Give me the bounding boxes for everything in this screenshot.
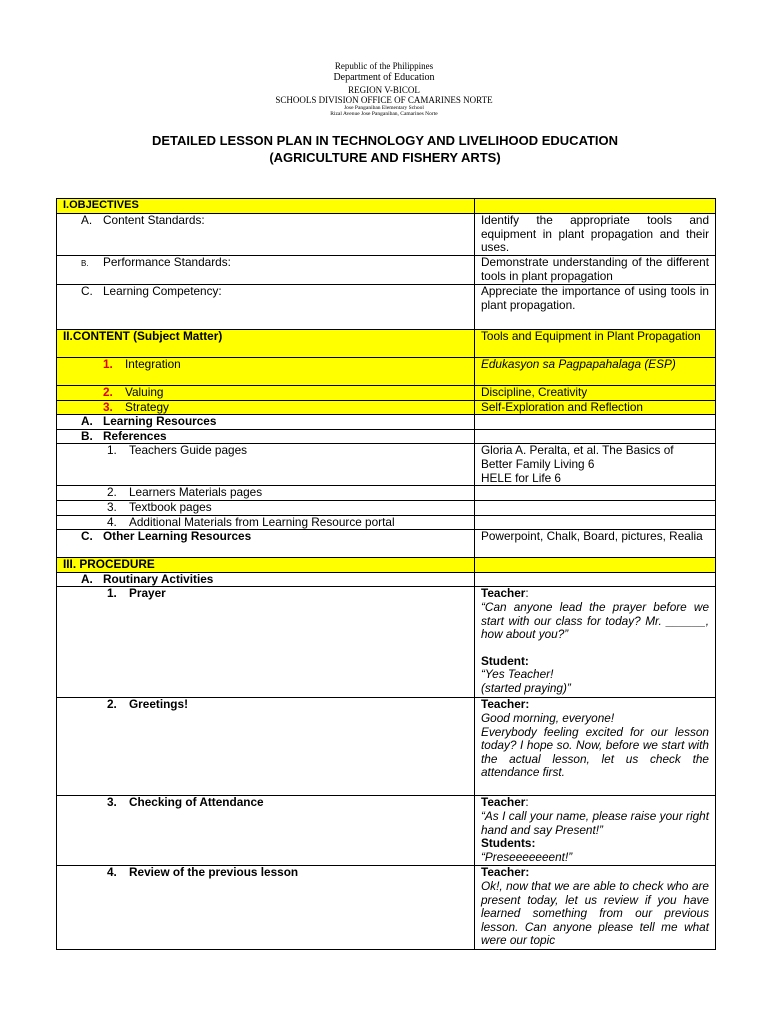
performance-standards-label: Performance Standards: bbox=[103, 255, 231, 269]
learning-resources-row bbox=[57, 415, 716, 430]
attendance-num: 3. bbox=[107, 795, 117, 810]
review-label: Review of the previous lesson bbox=[129, 865, 299, 880]
content-heading: II.CONTENT (Subject Matter) bbox=[57, 330, 475, 358]
header-republic: Republic of the Philippines bbox=[334, 61, 434, 71]
review-text: Ok!, now that we are able to check who are present today, let us review if you have learned something from our previous lesson. Can anyone please tell me what were our topic bbox=[481, 878, 709, 948]
attendance-teacher-text: “As I call your name, please raise your right hand and say Present!” bbox=[481, 808, 709, 837]
performance-standards-value: Demonstrate understanding of the different tools in plant propagation bbox=[475, 256, 716, 285]
references-row bbox=[57, 429, 716, 444]
additional-materials-row bbox=[57, 515, 716, 530]
references-label: References bbox=[103, 429, 167, 443]
content-value: Tools and Equipment in Plant Propagation bbox=[475, 330, 716, 358]
attendance-students-text: “Preseeeeeeent!” bbox=[481, 849, 573, 864]
textbook-pages-label: Textbook pages bbox=[129, 500, 212, 514]
valuing-row bbox=[57, 386, 716, 401]
greetings-label: Greetings! bbox=[129, 697, 188, 712]
integration-value: Edukasyon sa Pagpapahalaga (ESP) bbox=[475, 358, 716, 386]
content-standards-value: Identify the appropriate tools and equipment in plant propagation and their uses. bbox=[475, 214, 716, 256]
header-region: REGION V-BICOL bbox=[348, 85, 420, 95]
other-resources-value: Powerpoint, Chalk, Board, pictures, Realia bbox=[475, 530, 716, 558]
routinary-row bbox=[57, 572, 716, 587]
additional-materials-label: Additional Materials from Learning Resource portal bbox=[129, 515, 395, 529]
integration-num: 1. bbox=[103, 357, 113, 371]
review-row bbox=[57, 866, 716, 950]
content-standards-label: Content Standards: bbox=[103, 213, 205, 227]
greetings-text: Everybody feeling excited for our lesson today? I hope so. Now, before we start with the actual lesson, let us check the attendance first. bbox=[481, 724, 709, 780]
teachers-guide-ref-line1: Gloria A. Peralta, et al. The Basics of bbox=[481, 443, 674, 458]
procedure-heading: III. PROCEDURE bbox=[57, 558, 475, 573]
learners-materials-label: Learners Materials pages bbox=[129, 485, 263, 500]
integration-row bbox=[57, 358, 716, 386]
valuing-label: Valuing bbox=[125, 385, 164, 399]
learning-resources-label: Learning Resources bbox=[103, 414, 217, 429]
content-standards-num: A. bbox=[81, 213, 93, 227]
prayer-row: 1. Prayer Teacher: “Can anyone lead the prayer before we start with our class for today? Mr. ______, how about you?” Student: “Yes Teacher! (started praying)” bbox=[57, 587, 716, 698]
routinary-num: A. bbox=[81, 572, 93, 586]
textbook-pages-row bbox=[57, 500, 716, 515]
lesson-plan-table bbox=[56, 198, 716, 950]
procedure-heading-row bbox=[57, 558, 716, 573]
learning-competency-num: C. bbox=[81, 284, 93, 298]
strategy-value: Self-Exploration and Reflection bbox=[475, 400, 716, 415]
document-subtitle: (AGRICULTURE AND FISHERY ARTS) bbox=[269, 150, 501, 165]
routinary-label: Routinary Activities bbox=[103, 572, 214, 586]
attendance-teacher-label: Teacher bbox=[481, 795, 526, 810]
teachers-guide-row bbox=[57, 444, 716, 486]
document-title: DETAILED LESSON PLAN IN TECHNOLOGY AND LIVELIHOOD EDUCATION bbox=[151, 133, 619, 148]
greetings-teacher-label: Teacher: bbox=[481, 697, 530, 712]
references-num: B. bbox=[81, 429, 93, 443]
teachers-guide-ref-line2: Better Family Living 6 bbox=[481, 456, 595, 471]
prayer-teacher-text: “Can anyone lead the prayer before we start with our class for today? Mr. ______, how about you?” bbox=[481, 599, 709, 642]
review-num: 4. bbox=[107, 865, 117, 880]
review-teacher-label: Teacher: bbox=[481, 865, 530, 880]
learning-resources-num: A. bbox=[81, 414, 93, 429]
greetings-row bbox=[57, 698, 716, 796]
learning-competency-value: Appreciate the importance of using tools in plant propagation. bbox=[475, 285, 716, 330]
strategy-row bbox=[57, 400, 716, 415]
teachers-guide-ref-line3: HELE for Life 6 bbox=[481, 470, 561, 485]
strategy-num: 3. bbox=[103, 400, 113, 414]
prayer-teacher-label: Teacher bbox=[481, 586, 526, 601]
prayer-student-line1: “Yes Teacher! bbox=[481, 667, 554, 682]
header-school: Jose Panganiban Elementary School bbox=[344, 105, 424, 111]
learners-materials-row bbox=[57, 486, 716, 501]
prayer-label: Prayer bbox=[129, 586, 166, 601]
learning-competency-label: Learning Competency: bbox=[103, 284, 222, 298]
content-standards-row bbox=[57, 214, 716, 256]
teachers-guide-label: Teachers Guide pages bbox=[129, 443, 248, 458]
header-division: SCHOOLS DIVISION OFFICE OF CAMARINES NORTE bbox=[275, 95, 493, 105]
greetings-num: 2. bbox=[107, 697, 117, 712]
strategy-label: Strategy bbox=[125, 400, 169, 414]
valuing-num: 2. bbox=[103, 385, 113, 399]
header-address: Rizal Avenue Jose Panganiban, Camarines Norte bbox=[330, 111, 438, 117]
attendance-students-label: Students: bbox=[481, 836, 536, 851]
learning-competency-row bbox=[57, 285, 716, 330]
attendance-row: 3. Checking of Attendance Teacher: “As I call your name, please raise your right hand and say Present!” Students: “Preseeeeeeent!” bbox=[57, 796, 716, 866]
valuing-value: Discipline, Creativity bbox=[475, 386, 716, 401]
learners-materials-num: 2. bbox=[107, 485, 117, 500]
other-resources-row bbox=[57, 530, 716, 558]
prayer-num: 1. bbox=[107, 586, 117, 601]
performance-standards-row bbox=[57, 256, 716, 285]
additional-materials-num: 4. bbox=[107, 515, 117, 529]
prayer-student-line2: (started praying)” bbox=[481, 680, 571, 695]
objectives-heading: I.OBJECTIVES bbox=[57, 199, 475, 214]
header-department: Department of Education bbox=[333, 72, 435, 83]
performance-standards-num: B. bbox=[81, 259, 89, 268]
other-resources-num: C. bbox=[81, 529, 93, 544]
greetings-line1: Good morning, everyone! bbox=[481, 710, 615, 725]
attendance-label: Checking of Attendance bbox=[129, 795, 264, 810]
teachers-guide-num: 1. bbox=[107, 443, 117, 458]
textbook-pages-num: 3. bbox=[107, 500, 117, 514]
objectives-heading-row bbox=[57, 199, 716, 214]
integration-label: Integration bbox=[125, 357, 181, 371]
other-resources-label: Other Learning Resources bbox=[103, 529, 252, 544]
content-heading-row bbox=[57, 330, 716, 358]
prayer-student-label: Student: bbox=[481, 653, 529, 668]
